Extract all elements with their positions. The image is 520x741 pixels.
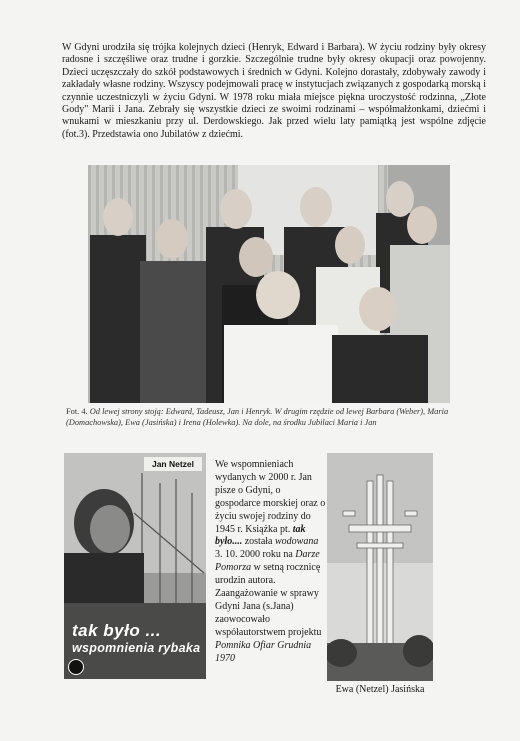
author-signature: Ewa (Netzel) Jasińska [335,684,425,695]
description-monument-name: Pomnika Ofiar Grudnia 1970 [215,639,312,664]
intro-paragraph: W Gdyni urodziła się trójka kolejnych dzieci (Henryk, Edward i Barbara). W życiu rodziny były okresy radosne i szczęśliwe oraz trudne i gorzkie. Szczególnie trudne były okresy okupacji oraz powojenny. Dzieci uczęszczały do szkół podstawowych i średnich w Gdyni. Kolejno dorastały, zdobywały zawody i zakładały własne rodziny. Wszyscy podejmowali pracę w instytucjach związanych z gospodarką morską i czynnie uczestniczyli w życiu Gdyni. W 1978 roku miała miejsce piękna uroczystość rodzinna, „Złote Gody" Marii i Jana. Zebrały się wszystkie dzieci ze swoimi rodzinami – współmałżonkami, dziećmi i wnukami w mieszkaniu przy ul. Derdowskiego. Jak przed wielu laty pamiątką jest wspólne zdjęcie (fot.3). Przedstawia ono Jubilatów z dziećmi. [62,42,486,140]
description-part-1: We wspomnieniach wydanych w 2000 r. Jan pisze o Gdyni, o gospodarce morskiej oraz o życiu swojej rodziny do 1945 r. Książka pt. [215,459,326,535]
book-title: tak było ... [72,621,162,640]
description-part-4: w setną rocznicę urodzin autora. Zaangażowanie w sprawy Gdyni Jana (s.Jana) zaowocowało współautorstwem projektu [215,562,322,638]
description-wodowana: wodowana [274,536,319,548]
book-description [215,459,327,666]
book-subtitle: wspomnienia rybaka [72,641,201,655]
description-book-title: tak było.... [215,523,306,548]
caption-text: Od lewej strony stoją: Edward, Tadeusz, Jan i Henryk. W drugim rzędzie od lewej Barbara (Weber), Maria (Domachowska), Ewa (Jasińska) i Irena (Holewka). Na dole, na środku Jubilaci Maria i Jan [66,407,449,427]
family-photo [88,165,450,403]
monument-photo [327,453,433,681]
description-part-3: 3. 10. 2000 roku na [215,549,296,561]
description-part-2: została [242,536,275,548]
book-author: Jan Netzel [144,457,202,471]
caption-prefix: Fot. 4. [66,407,88,416]
book-cover [64,453,206,679]
description-ship-name: Darze Pomorza [215,549,320,574]
photo-caption [66,407,486,428]
publisher-logo-icon [68,659,84,675]
